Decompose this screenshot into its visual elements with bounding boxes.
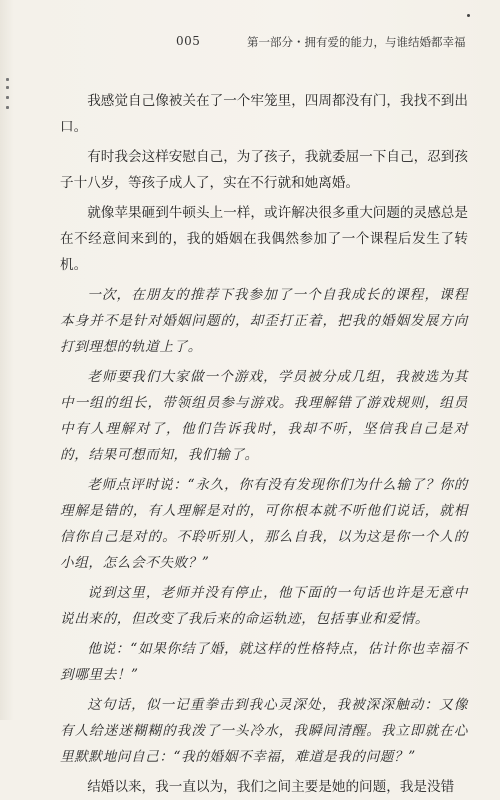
paragraph: 我感觉自己像被关在了一个牢笼里，四周都没有门，我找不到出口。 [60,93,468,135]
paragraph: 有时我会这样安慰自己，为了孩子，我就委屈一下自己，忍到孩子十八岁，等孩子成人了，实在不行就和她离婚。 [60,149,468,191]
paragraph: 老师要我们大家做一个游戏，学员被分成几组，我被选为其中一组的组长，带领组员参与游戏。我理解错了游戏规则，组员中有人理解对了，他们告诉我时，我却不听，坚信我自己是对的，结果可想而知，我们输了。 [60,369,468,463]
paragraph: 说到这里，老师并没有停止，他下面的一句话也许是无意中说出来的，但改变了我后来的命运轨迹，包括事业和爱情。 [60,585,468,627]
paragraph: 就像苹果砸到牛顿头上一样，或许解决很多重大问题的灵感总是在不经意间来到的，我的婚姻在我偶然参加了一个课程后发生了转机。 [60,205,468,273]
page-header [0,30,500,50]
paragraph: 一次，在朋友的推荐下我参加了一个自我成长的课程，课程本身并不是针对婚姻问题的，却歪打正着，把我的婚姻发展方向打到理想的轨道上了。 [60,287,468,355]
page-number: 005 [176,34,201,48]
paragraph: 他说：“如果你结了婚，就这样的性格特点，估计你也幸福不到哪里去！” [60,641,468,683]
paragraph: 老师点评时说：“永久，你有没有发现你们为什么输了？你的理解是错的，有人理解是对的，可你根本就不听他们说话，就相信你自己是对的。不聆听别人，那么自我，以为这是你一个人的小组，怎么会不失败？” [60,477,468,571]
paragraph: 这句话，似一记重拳击到我心灵深处，我被深深触动：又像有人给迷迷糊糊的我泼了一头冷水，我瞬间清醒。我立即就在心里默默地问自己：“我的婚姻不幸福，难道是我的问题？” [60,697,468,765]
running-title: 第一部分・拥有爱的能力，与谁结婚都幸福 [247,35,466,49]
paragraph: 结婚以来，我一直以为，我们之间主要是她的问题，我是没错 [87,779,455,795]
body-text [60,88,468,800]
ink-dot [467,14,470,17]
binding-edge-marks [6,78,12,118]
